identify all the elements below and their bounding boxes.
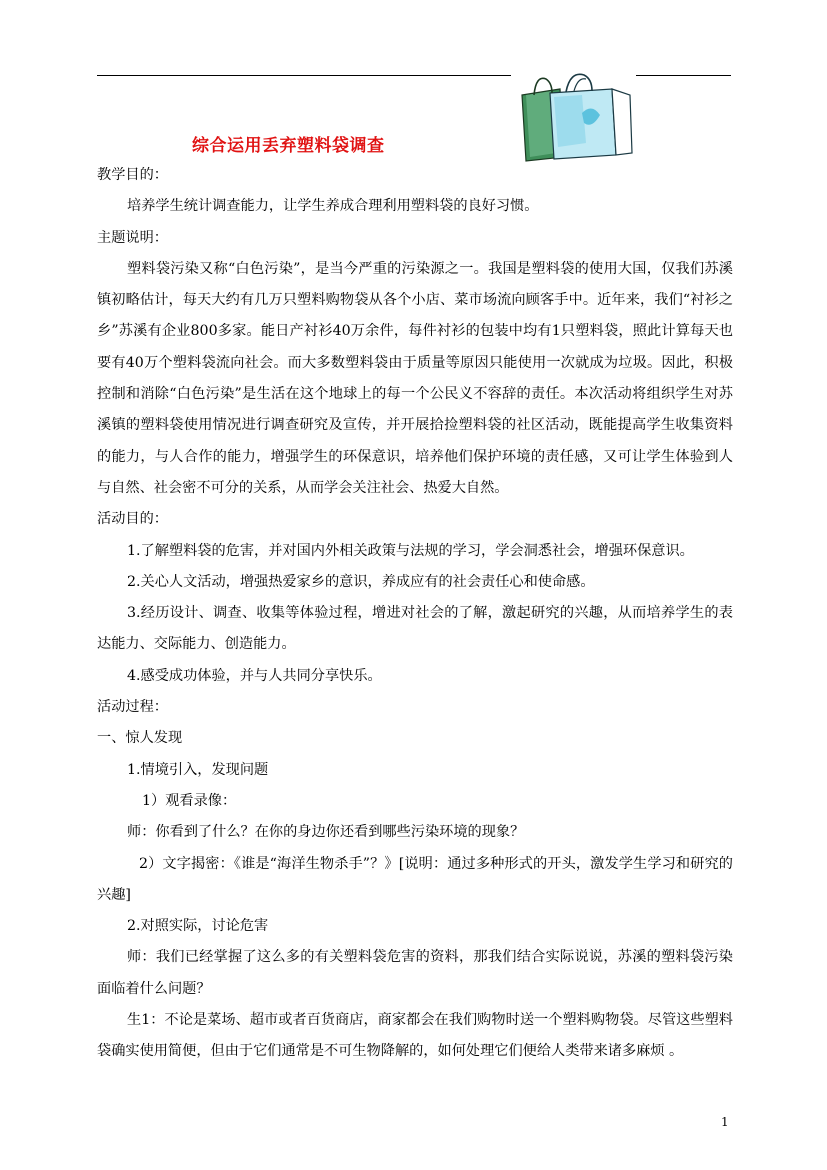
- step-heading: 1.情境引入，发现问题: [127, 761, 269, 778]
- shopping-bag-icon: [512, 73, 634, 163]
- paragraph: 培养学生统计调查能力，让学生养成合理利用塑料袋的良好习惯。: [127, 198, 539, 215]
- header-rule-left: [97, 75, 511, 76]
- page-number: 1: [721, 1115, 729, 1129]
- section-heading: 教学目的：: [97, 167, 168, 183]
- list-item: 1.了解塑料袋的危害，并对国内外相关政策与法规的学习，学会洞悉社会，增强环保意识。: [127, 542, 694, 559]
- sub-step: 1）观看录像：: [142, 792, 237, 809]
- sub-step: 2）文字揭密：《谁是“海洋生物杀手”？》[说明：通过多种形式的开头，激发学生学习和研究的兴趣]: [97, 855, 733, 903]
- dialogue-line: 师：你看到了什么？在你的身边你还看到哪些污染环境的现象？: [127, 824, 525, 841]
- list-item: 3.经历设计、调查、收集等体验过程，增进对社会的了解，激起研究的兴趣，从而培养学生的表达能力、交际能力、创造能力。: [97, 605, 733, 653]
- header-rule-right: [636, 75, 731, 76]
- dialogue-line: 生1：不论是菜场、超市或者百货商店，商家都会在我们购物时送一个塑料购物袋。尽管这些塑料袋确实使用简便，但由于它们通常是不可生物降解的，如何处理它们便给人类带来诸多麻烦 。: [97, 1012, 733, 1060]
- subsection-heading: 一、惊人发现: [97, 730, 183, 747]
- section-heading: 活动过程：: [97, 699, 168, 716]
- dialogue-line: 师：我们已经掌握了这么多的有关塑料袋危害的资料，那我们结合实际说说，苏溪的塑料袋污染面临着什么问题？: [97, 949, 733, 997]
- section-heading: 主题说明：: [97, 229, 168, 246]
- document-body: [97, 160, 733, 1068]
- section-heading: 活动目的：: [97, 511, 168, 528]
- list-item: 2.关心人文活动，增强热爱家乡的意识，养成应有的社会责任心和使命感。: [127, 573, 595, 590]
- document-title: 综合运用丢弃塑料袋调查: [192, 136, 385, 156]
- step-heading: 2.对照实际，讨论危害: [127, 918, 269, 935]
- list-item: 4.感受成功体验，并与人共同分享快乐。: [127, 667, 382, 684]
- paragraph: 塑料袋污染又称“白色污染”，是当今严重的污染源之一。我国是塑料袋的使用大国，仅我们苏溪镇初略估计，每天大约有几万只塑料购物袋从各个小店、菜市场流向顾客手中。近年来，我们“衬衫之乡”苏溪有企业800多家。能日产衬衫40万余件，每件衬衫的包装中均有1只塑料袋，照此计算每天也要有40万个塑料袋流向社会。而大多数塑料袋由于质量等原因只能使用一次就成为垃圾。因此，积极控制和消除“白色污染”是生活在这个地球上的每一个公民义不容辞的责任。本次活动将组织学生对苏溪镇的塑料袋使用情况进行调查研究及宣传，并开展拾捡塑料袋的社区活动，既能提高学生收集资料的能力，与人合作的能力，增强学生的环保意识，培养他们保护环境的责任感，又可让学生体验到人与自然、社会密不可分的关系，从而学会关注社会、热爱大自然。: [97, 260, 733, 496]
